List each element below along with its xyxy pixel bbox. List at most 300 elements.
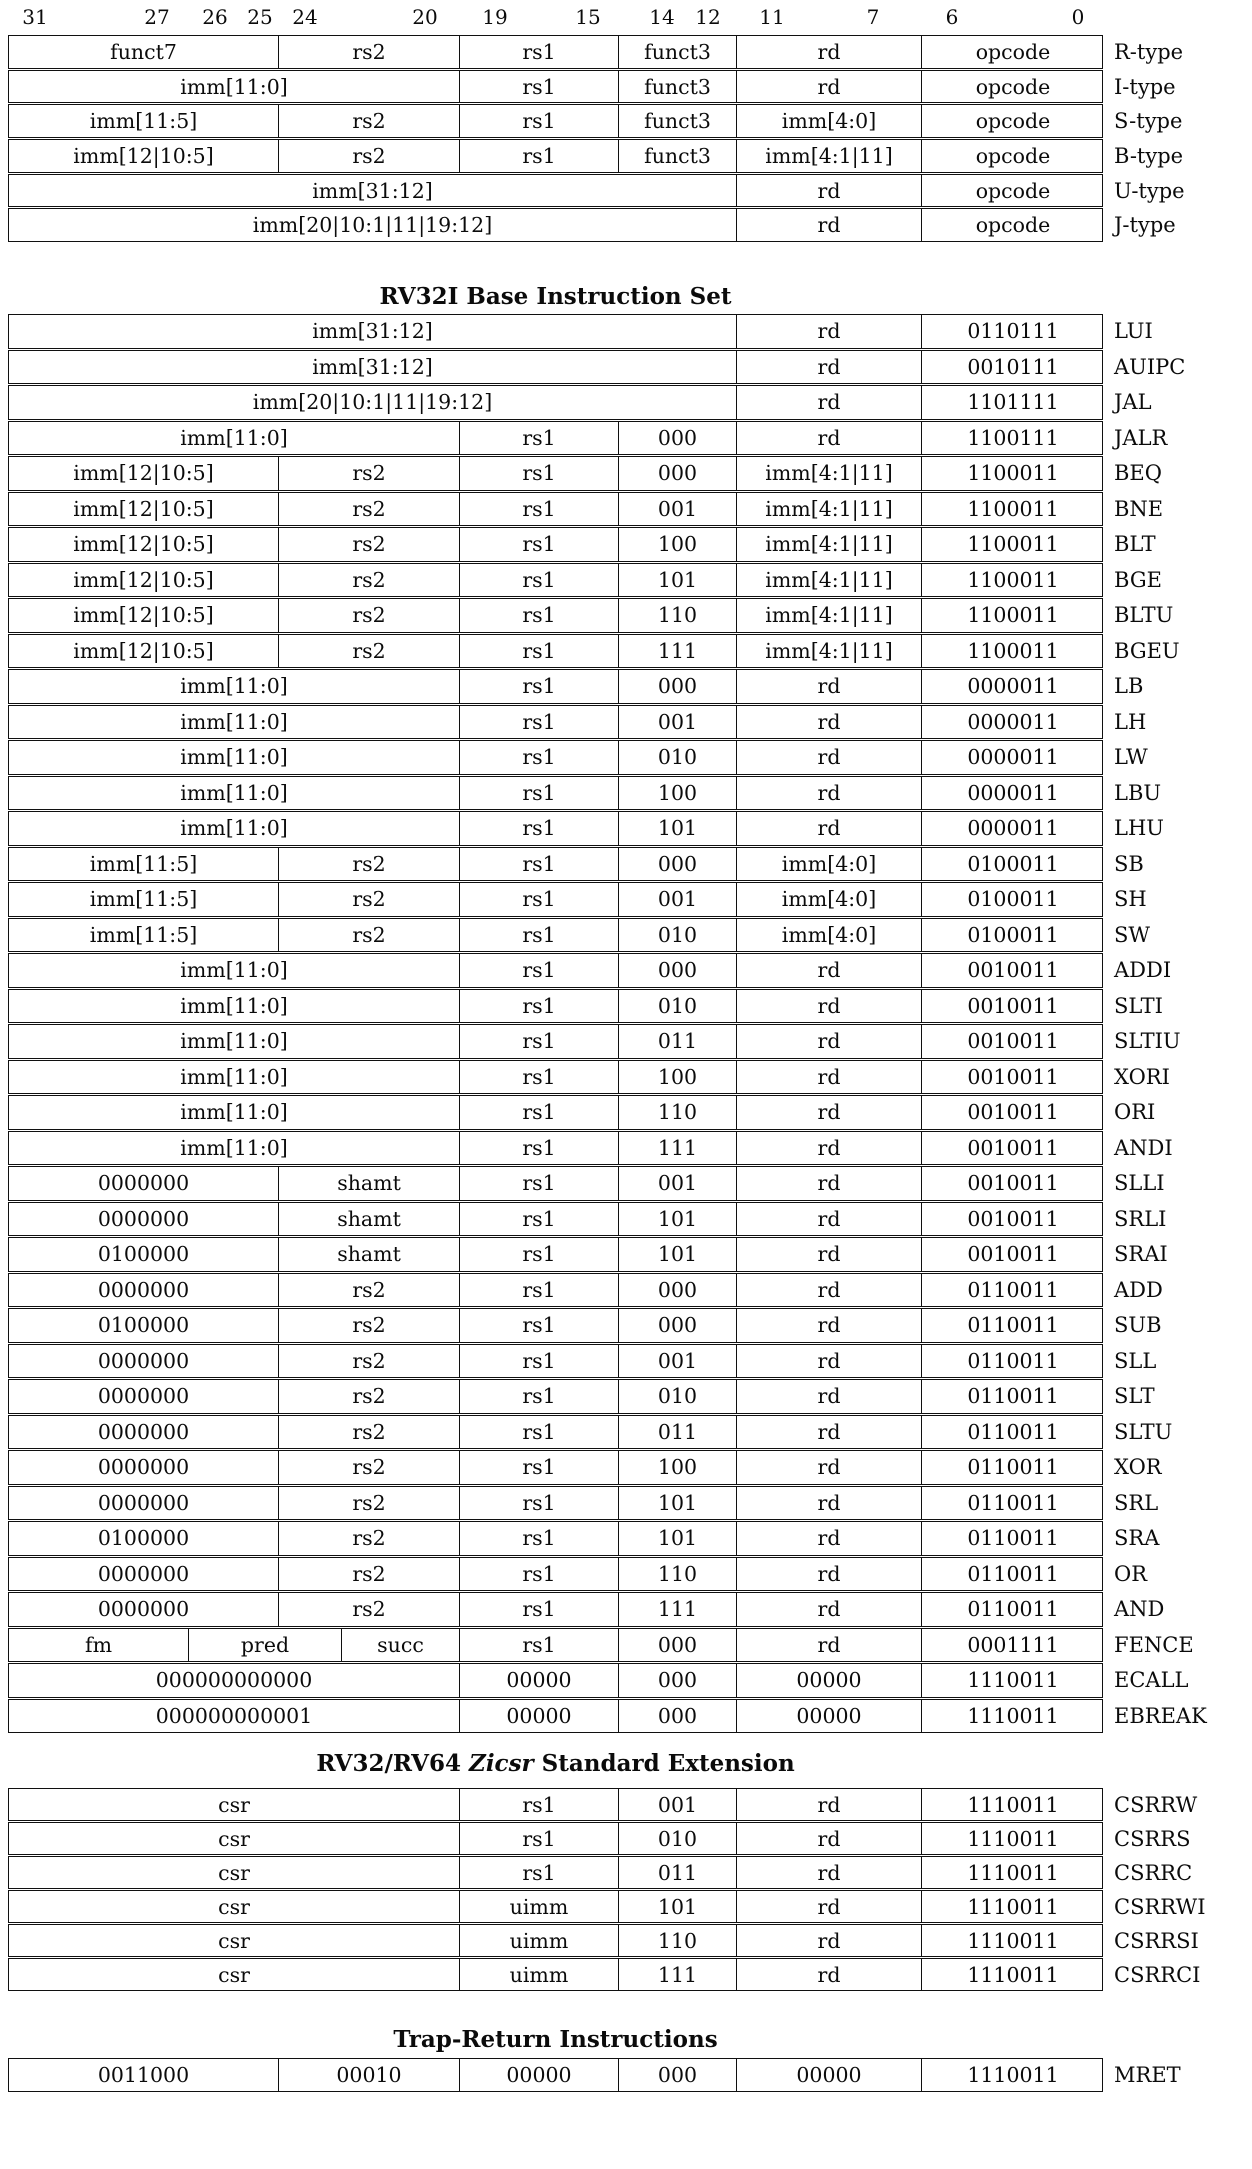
- bit-label-11: 11: [759, 5, 785, 29]
- bit-label-15: 15: [575, 5, 601, 29]
- instruction-name: BNE: [1114, 496, 1164, 521]
- instruction-format-table: [8, 35, 1185, 242]
- instruction-name: OR: [1114, 1561, 1148, 1586]
- field-imm20: imm[31:12]: [312, 178, 433, 203]
- instruction-name: U-type: [1114, 178, 1185, 203]
- field-f3: 000: [618, 1629, 736, 1662]
- field-op: 1110011: [921, 1700, 1104, 1733]
- field-f3: 000: [618, 1664, 736, 1697]
- field-rd: imm[4:0]: [736, 848, 921, 881]
- encoding-row-FENCE: [8, 1628, 1194, 1663]
- field-op: opcode: [921, 209, 1104, 241]
- field-f7: 0000000: [97, 1348, 190, 1373]
- field-op: 0110011: [921, 1345, 1104, 1378]
- encoding-row-SRAI: [8, 1237, 1168, 1272]
- zicsr-title-pre: RV32/RV64: [316, 1750, 470, 1777]
- field-op: 0010011: [921, 1238, 1104, 1271]
- field-rd: rd: [736, 1203, 921, 1236]
- field-imm12: 000000000000: [155, 1668, 313, 1693]
- field-rd: rd: [736, 386, 921, 419]
- instruction-name: SRL: [1114, 1490, 1159, 1515]
- field-imm20: imm[31:12]: [312, 354, 433, 379]
- field-rd: rd: [736, 706, 921, 739]
- field-imm20: imm[20|10:1|11|19:12]: [252, 213, 493, 238]
- field-imm12: csr: [218, 1860, 250, 1885]
- field-op: 1100011: [921, 599, 1104, 632]
- field-op: 0000011: [921, 741, 1104, 774]
- field-op: 0110011: [921, 1380, 1104, 1413]
- encoding-row-SLL: [8, 1344, 1157, 1379]
- field-op: 0000011: [921, 777, 1104, 810]
- zicsr-instruction-table: [8, 1788, 1206, 1991]
- field-rs1: rs1: [459, 1823, 618, 1854]
- instruction-name: SLTU: [1114, 1419, 1173, 1444]
- encoding-row-AND: [8, 1592, 1165, 1627]
- field-op: 1110011: [921, 1789, 1104, 1820]
- field-rd: rd: [736, 1823, 921, 1854]
- field-f3: 101: [618, 1891, 736, 1922]
- field-rd: rd: [736, 1274, 921, 1307]
- trap-return-section-title: [8, 2026, 1103, 2053]
- field-rs1: rs1: [459, 1238, 618, 1271]
- field-f3: 000: [618, 1700, 736, 1733]
- field-op: 1110011: [921, 1891, 1104, 1922]
- bit-label-24: 24: [292, 5, 318, 29]
- instruction-name: BEQ: [1114, 461, 1162, 486]
- field-rd: rd: [736, 777, 921, 810]
- field-f7: imm[12|10:5]: [73, 461, 214, 486]
- instruction-name: JALR: [1114, 425, 1168, 450]
- field-rs2: rs2: [278, 635, 459, 668]
- field-rs2: rs2: [278, 528, 459, 561]
- field-imm12: csr: [218, 1928, 250, 1953]
- encoding-row-EBREAK: [8, 1699, 1207, 1734]
- encoding-row-SLTI: [8, 989, 1163, 1024]
- field-imm12: imm[11:0]: [180, 780, 288, 805]
- field-imm12: imm[11:0]: [180, 745, 288, 770]
- encoding-row-ORI: [8, 1095, 1156, 1130]
- field-f3: 100: [618, 1451, 736, 1484]
- field-rd: rd: [736, 1789, 921, 1820]
- field-rd: rd: [736, 175, 921, 207]
- instruction-name: ECALL: [1114, 1668, 1189, 1693]
- field-rd: rd: [736, 351, 921, 384]
- field-rs1: rs1: [459, 1167, 618, 1200]
- field-imm12: imm[11:0]: [180, 816, 288, 841]
- field-f3: 000: [618, 457, 736, 490]
- field-rs1: rs1: [459, 1203, 618, 1236]
- instruction-name: JAL: [1114, 390, 1152, 415]
- field-op: 0001111: [921, 1629, 1104, 1662]
- field-f7: 0000000: [97, 1597, 190, 1622]
- field-op: 1110011: [921, 2059, 1104, 2091]
- field-rs1: rs1: [459, 1132, 618, 1165]
- field-rs2: rs2: [278, 1487, 459, 1520]
- field-rs1: rs1: [459, 848, 618, 881]
- field-f7: imm[12|10:5]: [73, 567, 214, 592]
- field-op: 0100011: [921, 883, 1104, 916]
- field-f7: 0000000: [97, 1206, 190, 1231]
- encoding-row-LH: [8, 705, 1147, 740]
- field-f7: imm[11:5]: [89, 109, 198, 134]
- bit-label-31: 31: [22, 5, 48, 29]
- field-rs2: rs2: [278, 493, 459, 526]
- field-imm12: imm[11:0]: [180, 425, 288, 450]
- encoding-row-SRA: [8, 1521, 1160, 1556]
- field-f3: 001: [618, 1345, 736, 1378]
- field-rd: imm[4:1|11]: [736, 599, 921, 632]
- field-f3: 000: [618, 1274, 736, 1307]
- field-op: 0010111: [921, 351, 1104, 384]
- field-f3: funct3: [618, 140, 736, 172]
- encoding-row-MRET: [8, 2058, 1181, 2092]
- field-rs1: uimm: [459, 1891, 618, 1922]
- field-rs1: rs1: [459, 1522, 618, 1555]
- field-rs1: uimm: [459, 1925, 618, 1956]
- encoding-row-CSRRW: [8, 1788, 1198, 1821]
- encoding-row-BGE: [8, 563, 1162, 598]
- field-rd: rd: [736, 36, 921, 68]
- bit-label-27: 27: [144, 5, 170, 29]
- field-f7: imm[11:5]: [89, 922, 198, 947]
- encoding-row-XOR: [8, 1450, 1162, 1485]
- encoding-row-BLTU: [8, 598, 1174, 633]
- field-f7: 0000000: [97, 1419, 190, 1444]
- encoding-row-SH: [8, 882, 1147, 917]
- instruction-name: R-type: [1114, 39, 1184, 64]
- field-f7: funct7: [110, 39, 177, 64]
- trap-return-instruction-table: [8, 2058, 1181, 2092]
- instruction-name: BLT: [1114, 532, 1156, 557]
- instruction-name: SRLI: [1114, 1206, 1167, 1231]
- field-rd: rd: [736, 209, 921, 241]
- field-op: 1100011: [921, 457, 1104, 490]
- field-rd: rd: [736, 1629, 921, 1662]
- bit-label-14: 14: [649, 5, 675, 29]
- field-rd: rd: [736, 1451, 921, 1484]
- encoding-row-LUI: [8, 314, 1153, 349]
- field-rs2: rs2: [278, 1274, 459, 1307]
- encoding-row-SW: [8, 918, 1150, 953]
- instruction-name: SW: [1114, 922, 1150, 947]
- field-f7: 0000000: [97, 1561, 190, 1586]
- field-rd: rd: [736, 1857, 921, 1888]
- field-op: opcode: [921, 36, 1104, 68]
- encoding-row-BGEU: [8, 634, 1180, 669]
- field-rs1: rs1: [459, 1274, 618, 1307]
- field-op: 0110011: [921, 1451, 1104, 1484]
- encoding-row-ADD: [8, 1273, 1163, 1308]
- field-pred: pred: [188, 1629, 341, 1662]
- field-rs2: shamt: [278, 1167, 459, 1200]
- encoding-row-R-type: [8, 35, 1184, 69]
- field-rs1: uimm: [459, 1959, 618, 1990]
- field-rd: rd: [736, 1558, 921, 1591]
- bit-label-19: 19: [482, 5, 508, 29]
- field-rd: imm[4:1|11]: [736, 564, 921, 597]
- field-rs1: rs1: [459, 741, 618, 774]
- field-rs2: rs2: [278, 848, 459, 881]
- bit-label-25: 25: [247, 5, 273, 29]
- field-rd: rd: [736, 1593, 921, 1626]
- field-imm12: imm[11:0]: [180, 1029, 288, 1054]
- field-rs1: rs1: [459, 1025, 618, 1058]
- field-f7: 0000000: [97, 1490, 190, 1515]
- field-f3: 110: [618, 1096, 736, 1129]
- field-rs1: rs1: [459, 1345, 618, 1378]
- field-f3: 100: [618, 1061, 736, 1094]
- field-op: 1100011: [921, 635, 1104, 668]
- instruction-name: AND: [1114, 1597, 1165, 1622]
- field-f3: 110: [618, 1558, 736, 1591]
- instruction-name: CSRRSI: [1114, 1928, 1199, 1953]
- field-rd: rd: [736, 1925, 921, 1956]
- field-imm12: imm[11:0]: [180, 1100, 288, 1125]
- field-f3: 010: [618, 990, 736, 1023]
- instruction-name: CSRRCI: [1114, 1962, 1201, 1987]
- field-f3: 001: [618, 493, 736, 526]
- field-f3: 000: [618, 670, 736, 703]
- encoding-row-B-type: [8, 139, 1184, 173]
- field-op: 0110111: [921, 315, 1104, 348]
- field-f7: imm[11:5]: [89, 887, 198, 912]
- field-rs1: rs1: [459, 1416, 618, 1449]
- field-rs2: rs2: [278, 1416, 459, 1449]
- field-rd: imm[4:1|11]: [736, 528, 921, 561]
- instruction-name: LHU: [1114, 816, 1164, 841]
- field-rd: rd: [736, 1238, 921, 1271]
- field-f3: 111: [618, 635, 736, 668]
- encoding-row-JAL: [8, 385, 1152, 420]
- field-f7: imm[12|10:5]: [73, 603, 214, 628]
- field-rs1: rs1: [459, 1629, 618, 1662]
- encoding-row-ECALL: [8, 1663, 1189, 1698]
- field-f7: imm[11:5]: [89, 851, 198, 876]
- instruction-name: LW: [1114, 745, 1148, 770]
- field-rd: imm[4:1|11]: [736, 457, 921, 490]
- encoding-row-ADDI: [8, 953, 1172, 988]
- field-rs1: rs1: [459, 1380, 618, 1413]
- encoding-row-SLLI: [8, 1166, 1165, 1201]
- field-rs1: rs1: [459, 635, 618, 668]
- encoding-row-LBU: [8, 776, 1162, 811]
- zicsr-title-post: Standard Extension: [533, 1750, 795, 1777]
- field-imm20: imm[31:12]: [312, 319, 433, 344]
- bit-label-12: 12: [695, 5, 721, 29]
- field-f3: 001: [618, 883, 736, 916]
- field-op: 0010011: [921, 1025, 1104, 1058]
- field-op: 0000011: [921, 706, 1104, 739]
- field-rs2: rs2: [278, 140, 459, 172]
- encoding-row-CSRRC: [8, 1856, 1193, 1889]
- field-rs1: rs1: [459, 1487, 618, 1520]
- field-rs1: rs1: [459, 954, 618, 987]
- field-f3: funct3: [618, 105, 736, 137]
- field-f3: 101: [618, 564, 736, 597]
- field-rs2: rs2: [278, 1593, 459, 1626]
- instruction-name: B-type: [1114, 143, 1184, 168]
- instruction-name: MRET: [1114, 2063, 1181, 2087]
- field-rs1: rs1: [459, 777, 618, 810]
- instruction-name: LBU: [1114, 780, 1162, 805]
- field-op: 0110011: [921, 1558, 1104, 1591]
- instruction-name: LH: [1114, 709, 1147, 734]
- field-op: 0000011: [921, 812, 1104, 845]
- field-rd: rd: [736, 71, 921, 103]
- field-f3: 101: [618, 1487, 736, 1520]
- field-f7: 0000000: [97, 1384, 190, 1409]
- field-op: 0010011: [921, 990, 1104, 1023]
- field-rs2: shamt: [278, 1203, 459, 1236]
- field-f7: 0011000: [97, 2063, 190, 2087]
- encoding-row-CSRRS: [8, 1822, 1191, 1855]
- field-op: 0110011: [921, 1309, 1104, 1342]
- field-rd: rd: [736, 1487, 921, 1520]
- instruction-name: ORI: [1114, 1100, 1156, 1125]
- field-rs2: rs2: [278, 1522, 459, 1555]
- instruction-name: ANDI: [1114, 1135, 1173, 1160]
- field-rs1: rs1: [459, 1789, 618, 1820]
- field-f3: 101: [618, 1522, 736, 1555]
- field-rs2: 00010: [278, 2059, 459, 2091]
- field-imm12: 000000000001: [155, 1703, 313, 1728]
- field-f7: 0100000: [97, 1526, 190, 1551]
- instruction-name: XOR: [1114, 1455, 1162, 1480]
- field-rd: rd: [736, 1416, 921, 1449]
- field-rs1: rs1: [459, 1451, 618, 1484]
- field-rs1: rs1: [459, 883, 618, 916]
- field-rd: imm[4:1|11]: [736, 493, 921, 526]
- field-rs1: rs1: [459, 36, 618, 68]
- field-imm12: csr: [218, 1826, 250, 1851]
- encoding-row-J-type: [8, 208, 1176, 242]
- field-rd: rd: [736, 1132, 921, 1165]
- instruction-name: SRA: [1114, 1526, 1160, 1551]
- field-rd: imm[4:0]: [736, 105, 921, 137]
- instruction-name: LUI: [1114, 319, 1153, 344]
- field-f3: 101: [618, 1203, 736, 1236]
- field-op: 0000011: [921, 670, 1104, 703]
- encoding-row-SUB: [8, 1308, 1162, 1343]
- field-f3: 011: [618, 1857, 736, 1888]
- field-f3: funct3: [618, 71, 736, 103]
- instruction-name: BGE: [1114, 567, 1162, 592]
- field-rd: rd: [736, 315, 921, 348]
- field-f7: 0000000: [97, 1277, 190, 1302]
- encoding-row-I-type: [8, 70, 1176, 104]
- field-fm: fm: [84, 1632, 113, 1657]
- field-op: opcode: [921, 105, 1104, 137]
- field-op: 0010011: [921, 1203, 1104, 1236]
- field-rs2: rs2: [278, 1451, 459, 1484]
- encoding-row-U-type: [8, 174, 1185, 208]
- field-rs2: rs2: [278, 599, 459, 632]
- field-rs1: rs1: [459, 706, 618, 739]
- instruction-name: I-type: [1114, 74, 1176, 99]
- rv32i-title-text: RV32I Base Instruction Set: [379, 283, 732, 310]
- field-rs2: rs2: [278, 1380, 459, 1413]
- field-op: 1100011: [921, 564, 1104, 597]
- instruction-name: SLTIU: [1114, 1029, 1181, 1054]
- encoding-row-LHU: [8, 811, 1164, 846]
- field-rs1: rs1: [459, 71, 618, 103]
- field-rs1: rs1: [459, 1558, 618, 1591]
- field-f3: 111: [618, 1593, 736, 1626]
- field-rd: rd: [736, 812, 921, 845]
- field-rs1: rs1: [459, 1096, 618, 1129]
- field-rd: rd: [736, 990, 921, 1023]
- field-f3: 010: [618, 1823, 736, 1854]
- field-rs2: rs2: [278, 457, 459, 490]
- rv32i-section-title: [8, 283, 1103, 310]
- instruction-name: S-type: [1114, 109, 1183, 134]
- rv32i-instruction-table: [8, 314, 1207, 1733]
- field-f7: 0100000: [97, 1242, 190, 1267]
- field-op: 0110011: [921, 1416, 1104, 1449]
- field-op: 0010011: [921, 1132, 1104, 1165]
- field-rd: rd: [736, 1096, 921, 1129]
- field-f3: 010: [618, 741, 736, 774]
- field-rd: rd: [736, 1167, 921, 1200]
- field-f3: 010: [618, 919, 736, 952]
- field-op: 1100111: [921, 422, 1104, 455]
- field-rd: imm[4:0]: [736, 919, 921, 952]
- field-f7: 0000000: [97, 1171, 190, 1196]
- field-rd: rd: [736, 741, 921, 774]
- field-rd: rd: [736, 1891, 921, 1922]
- field-op: 1100011: [921, 493, 1104, 526]
- field-imm12: csr: [218, 1962, 250, 1987]
- instruction-name: AUIPC: [1114, 354, 1186, 379]
- field-rs1: rs1: [459, 670, 618, 703]
- encoding-row-JALR: [8, 421, 1168, 456]
- field-rs2: rs2: [278, 1345, 459, 1378]
- field-rd: rd: [736, 1061, 921, 1094]
- instruction-name: FENCE: [1114, 1632, 1194, 1657]
- field-rs1: 00000: [459, 1664, 618, 1697]
- field-rd: rd: [736, 422, 921, 455]
- field-rs2: rs2: [278, 1309, 459, 1342]
- field-f7: 0000000: [97, 1455, 190, 1480]
- field-f7: imm[12|10:5]: [73, 496, 214, 521]
- field-f3: 111: [618, 1959, 736, 1990]
- field-rd: rd: [736, 670, 921, 703]
- bit-label-20: 20: [412, 5, 438, 29]
- field-rd: 00000: [736, 2059, 921, 2091]
- instruction-name: SLL: [1114, 1348, 1157, 1373]
- field-rs1: rs1: [459, 990, 618, 1023]
- instruction-name: CSRRWI: [1114, 1894, 1206, 1919]
- field-imm12: imm[11:0]: [180, 674, 288, 699]
- field-rd: rd: [736, 1380, 921, 1413]
- field-f3: 001: [618, 1167, 736, 1200]
- field-op: 0010011: [921, 1167, 1104, 1200]
- field-f3: 101: [618, 812, 736, 845]
- encoding-row-OR: [8, 1557, 1148, 1592]
- field-f3: 100: [618, 528, 736, 561]
- field-imm12: imm[11:0]: [180, 1135, 288, 1160]
- encoding-row-BNE: [8, 492, 1164, 527]
- field-rs1: rs1: [459, 422, 618, 455]
- encoding-row-CSRRSI: [8, 1924, 1199, 1957]
- encoding-row-CSRRWI: [8, 1890, 1206, 1923]
- field-rs2: rs2: [278, 105, 459, 137]
- encoding-row-SLTIU: [8, 1024, 1181, 1059]
- instruction-name: ADD: [1114, 1277, 1163, 1302]
- instruction-name: CSRRS: [1114, 1826, 1191, 1851]
- field-rs1: 00000: [459, 1700, 618, 1733]
- field-rs1: rs1: [459, 919, 618, 952]
